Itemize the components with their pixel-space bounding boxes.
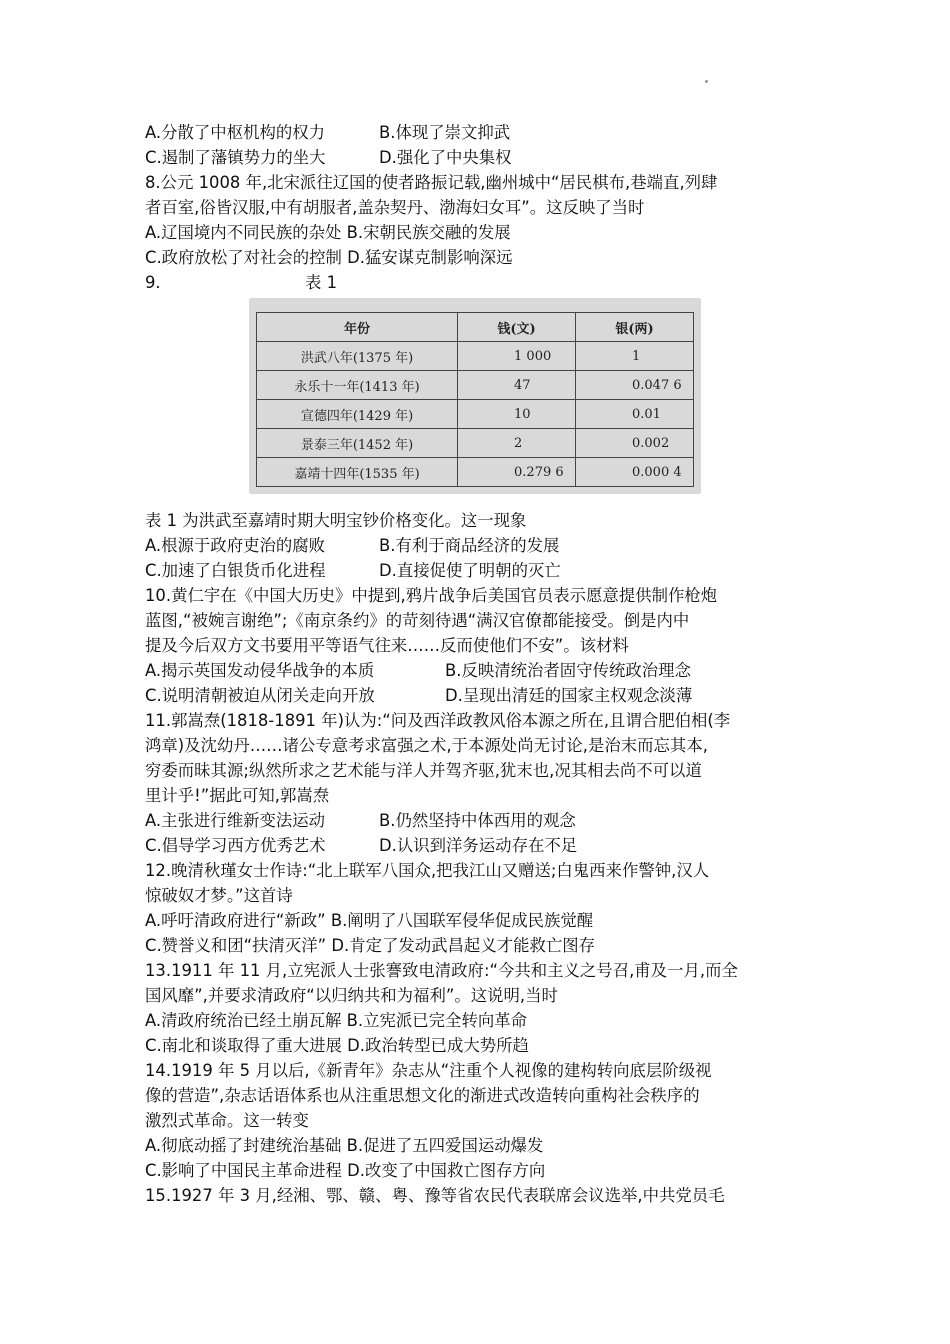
table-cell: 1 000: [458, 342, 576, 371]
table-photo: [249, 298, 701, 494]
option-c: C.说明清朝被迫从闭关走向开放: [145, 686, 375, 705]
question-stem-line: 13.1911 年 11 月,立宪派人士张謇致电清政府:“今共和主义之号召,甫及一月,而全: [145, 961, 738, 980]
option-row: A.清政府统治已经土崩瓦解 B.立宪派已完全转向革命: [145, 1011, 528, 1030]
scan-speck: [705, 80, 708, 83]
option-a: A.主张进行维新变法运动: [145, 811, 326, 830]
question-stem-line: 12.晚清秋瑾女士作诗:“北上联军八国众,把我江山又赠送;白鬼西来作警钟,汉人: [145, 861, 710, 880]
table-heading: [145, 270, 810, 295]
option-row: C.影响了中国民主革命进程 D.改变了中国救亡图存方向: [145, 1161, 546, 1180]
option-row: C.政府放松了对社会的控制 D.猛安谋克制影响深远: [145, 248, 513, 267]
table-row: [257, 371, 694, 400]
table-cell: 0.279 6: [458, 458, 576, 487]
question-15: [145, 1183, 810, 1208]
option-d: D.强化了中央集权: [379, 148, 512, 167]
option-row: [145, 683, 810, 708]
table-cell: 0.047 6: [576, 371, 694, 400]
option-row: [145, 145, 810, 170]
question-stem-line: 提及今后双方文书要用平等语气往来……反而使他们不安”。该材料: [145, 636, 629, 655]
option-d: D.呈现出清廷的国家主权观念淡薄: [445, 686, 693, 705]
option-row: A.呼吁清政府进行“新政” B.阐明了八国联军侵华促成民族觉醒: [145, 911, 594, 930]
question-10: [145, 583, 810, 708]
question-11: [145, 708, 810, 858]
table-row: [257, 429, 694, 458]
question-stem-line: 鸿章)及沈幼丹……诸公专意考求富强之术,于本源处尚无讨论,是治末而忘其本,: [145, 736, 708, 755]
table-cell: 永乐十一年(1413 年): [257, 371, 458, 400]
option-c: C.倡导学习西方优秀艺术: [145, 836, 326, 855]
question-13: [145, 958, 810, 1058]
table-cell: 0.002: [576, 429, 694, 458]
option-b: B.有利于商品经济的发展: [379, 536, 560, 555]
table-cell: 0.01: [576, 400, 694, 429]
question-stem-line: 表 1 为洪武至嘉靖时期大明宝钞价格变化。这一现象: [145, 511, 527, 530]
column-header-silver: 银(两): [576, 313, 694, 342]
table-cell: 嘉靖十四年(1535 年): [257, 458, 458, 487]
option-row: [145, 808, 810, 833]
option-c: C.遏制了藩镇势力的坐大: [145, 148, 326, 167]
question-8: [145, 170, 810, 270]
option-d: D.直接促使了明朝的灭亡: [379, 561, 561, 580]
option-row: A.辽国境内不同民族的杂处 B.宋朝民族交融的发展: [145, 223, 511, 242]
option-row: C.赞誉义和团“扶清灭洋” D.肯定了发动武昌起义才能救亡图存: [145, 936, 596, 955]
question-stem-line: 11.郭嵩焘(1818-1891 年)认为:“问及西洋政教风俗本源之所在,且谓合肥伯相(李: [145, 711, 731, 730]
option-row: [145, 833, 810, 858]
option-a: A.分散了中枢机构的权力: [145, 123, 326, 142]
option-a: A.揭示英国发动侵华战争的本质: [145, 661, 375, 680]
question-7-options: [145, 120, 810, 170]
question-9: [145, 270, 810, 583]
option-row: A.彻底动摇了封建统治基础 B.促进了五四爱国运动爆发: [145, 1136, 544, 1155]
question-stem-line: 8.公元 1008 年,北宋派往辽国的使者路振记载,幽州城中“居民棋布,巷端直,列肆: [145, 173, 718, 192]
table-cell: 宣德四年(1429 年): [257, 400, 458, 429]
option-row: [145, 533, 810, 558]
question-stem-line: 15.1927 年 3 月,经湘、鄂、赣、粤、豫等省农民代表联席会议选举,中共党员毛: [145, 1186, 725, 1205]
option-row: [145, 658, 810, 683]
table-cell: 洪武八年(1375 年): [257, 342, 458, 371]
option-row: [145, 120, 810, 145]
table-cell: 1: [576, 342, 694, 371]
option-row: [145, 558, 810, 583]
question-stem-line: 10.黄仁宇在《中国大历史》中提到,鸦片战争后美国官员表示愿意提供制作枪炮: [145, 586, 718, 605]
question-stem-line: 里计乎!”据此可知,郭嵩焘: [145, 786, 330, 805]
table-row: [257, 342, 694, 371]
question-stem-line: 14.1919 年 5 月以后,《新青年》杂志从“注重个人视像的建构转向底层阶级视: [145, 1061, 712, 1080]
option-d: D.认识到洋务运动存在不足: [379, 836, 578, 855]
table-cell: 景泰三年(1452 年): [257, 429, 458, 458]
question-stem-line: 蓝图,“被婉言谢绝”;《南京条约》的苛刻待遇“满汉官僚都能接受。倒是内中: [145, 611, 690, 630]
table-cell: 0.000 4: [576, 458, 694, 487]
table-row: [257, 400, 694, 429]
table-caption: 表 1: [305, 273, 338, 292]
question-stem-line: 者百室,俗皆汉服,中有胡服者,盖杂契丹、渤海妇女耳”。这反映了当时: [145, 198, 645, 217]
question-12: [145, 858, 810, 958]
question-stem-line: 国风靡”,并要求清政府“以归纳共和为福利”。这说明,当时: [145, 986, 558, 1005]
column-header-coin: 钱(文): [458, 313, 576, 342]
price-table: [256, 312, 694, 487]
option-a: A.根源于政府吏治的腐败: [145, 536, 326, 555]
option-b: B.反映清统治者固守传统政治理念: [445, 661, 691, 680]
exam-page: [145, 120, 810, 1208]
table-header-row: [257, 313, 694, 342]
table-cell: 2: [458, 429, 576, 458]
option-row: C.南北和谈取得了重大进展 D.政治转型已成大势所趋: [145, 1036, 529, 1055]
table-cell: 47: [458, 371, 576, 400]
question-number: 9.: [145, 273, 161, 292]
question-stem-line: 激烈式革命。这一转变: [145, 1111, 309, 1130]
table-row: [257, 458, 694, 487]
table-cell: 10: [458, 400, 576, 429]
option-b: B.仍然坚持中体西用的观念: [379, 811, 576, 830]
column-header-year: 年份: [257, 313, 458, 342]
question-stem-line: 惊破奴才梦。”这首诗: [145, 886, 293, 905]
option-b: B.体现了崇文抑武: [379, 123, 511, 142]
question-stem-line: 穷委而昧其源;纵然所求之艺术能与洋人并驾齐驱,犹末也,况其相去尚不可以道: [145, 761, 702, 780]
question-14: [145, 1058, 810, 1183]
option-c: C.加速了白银货币化进程: [145, 561, 326, 580]
question-stem-line: 像的营造”,杂志话语体系也从注重思想文化的渐进式改造转向重构社会秩序的: [145, 1086, 700, 1105]
